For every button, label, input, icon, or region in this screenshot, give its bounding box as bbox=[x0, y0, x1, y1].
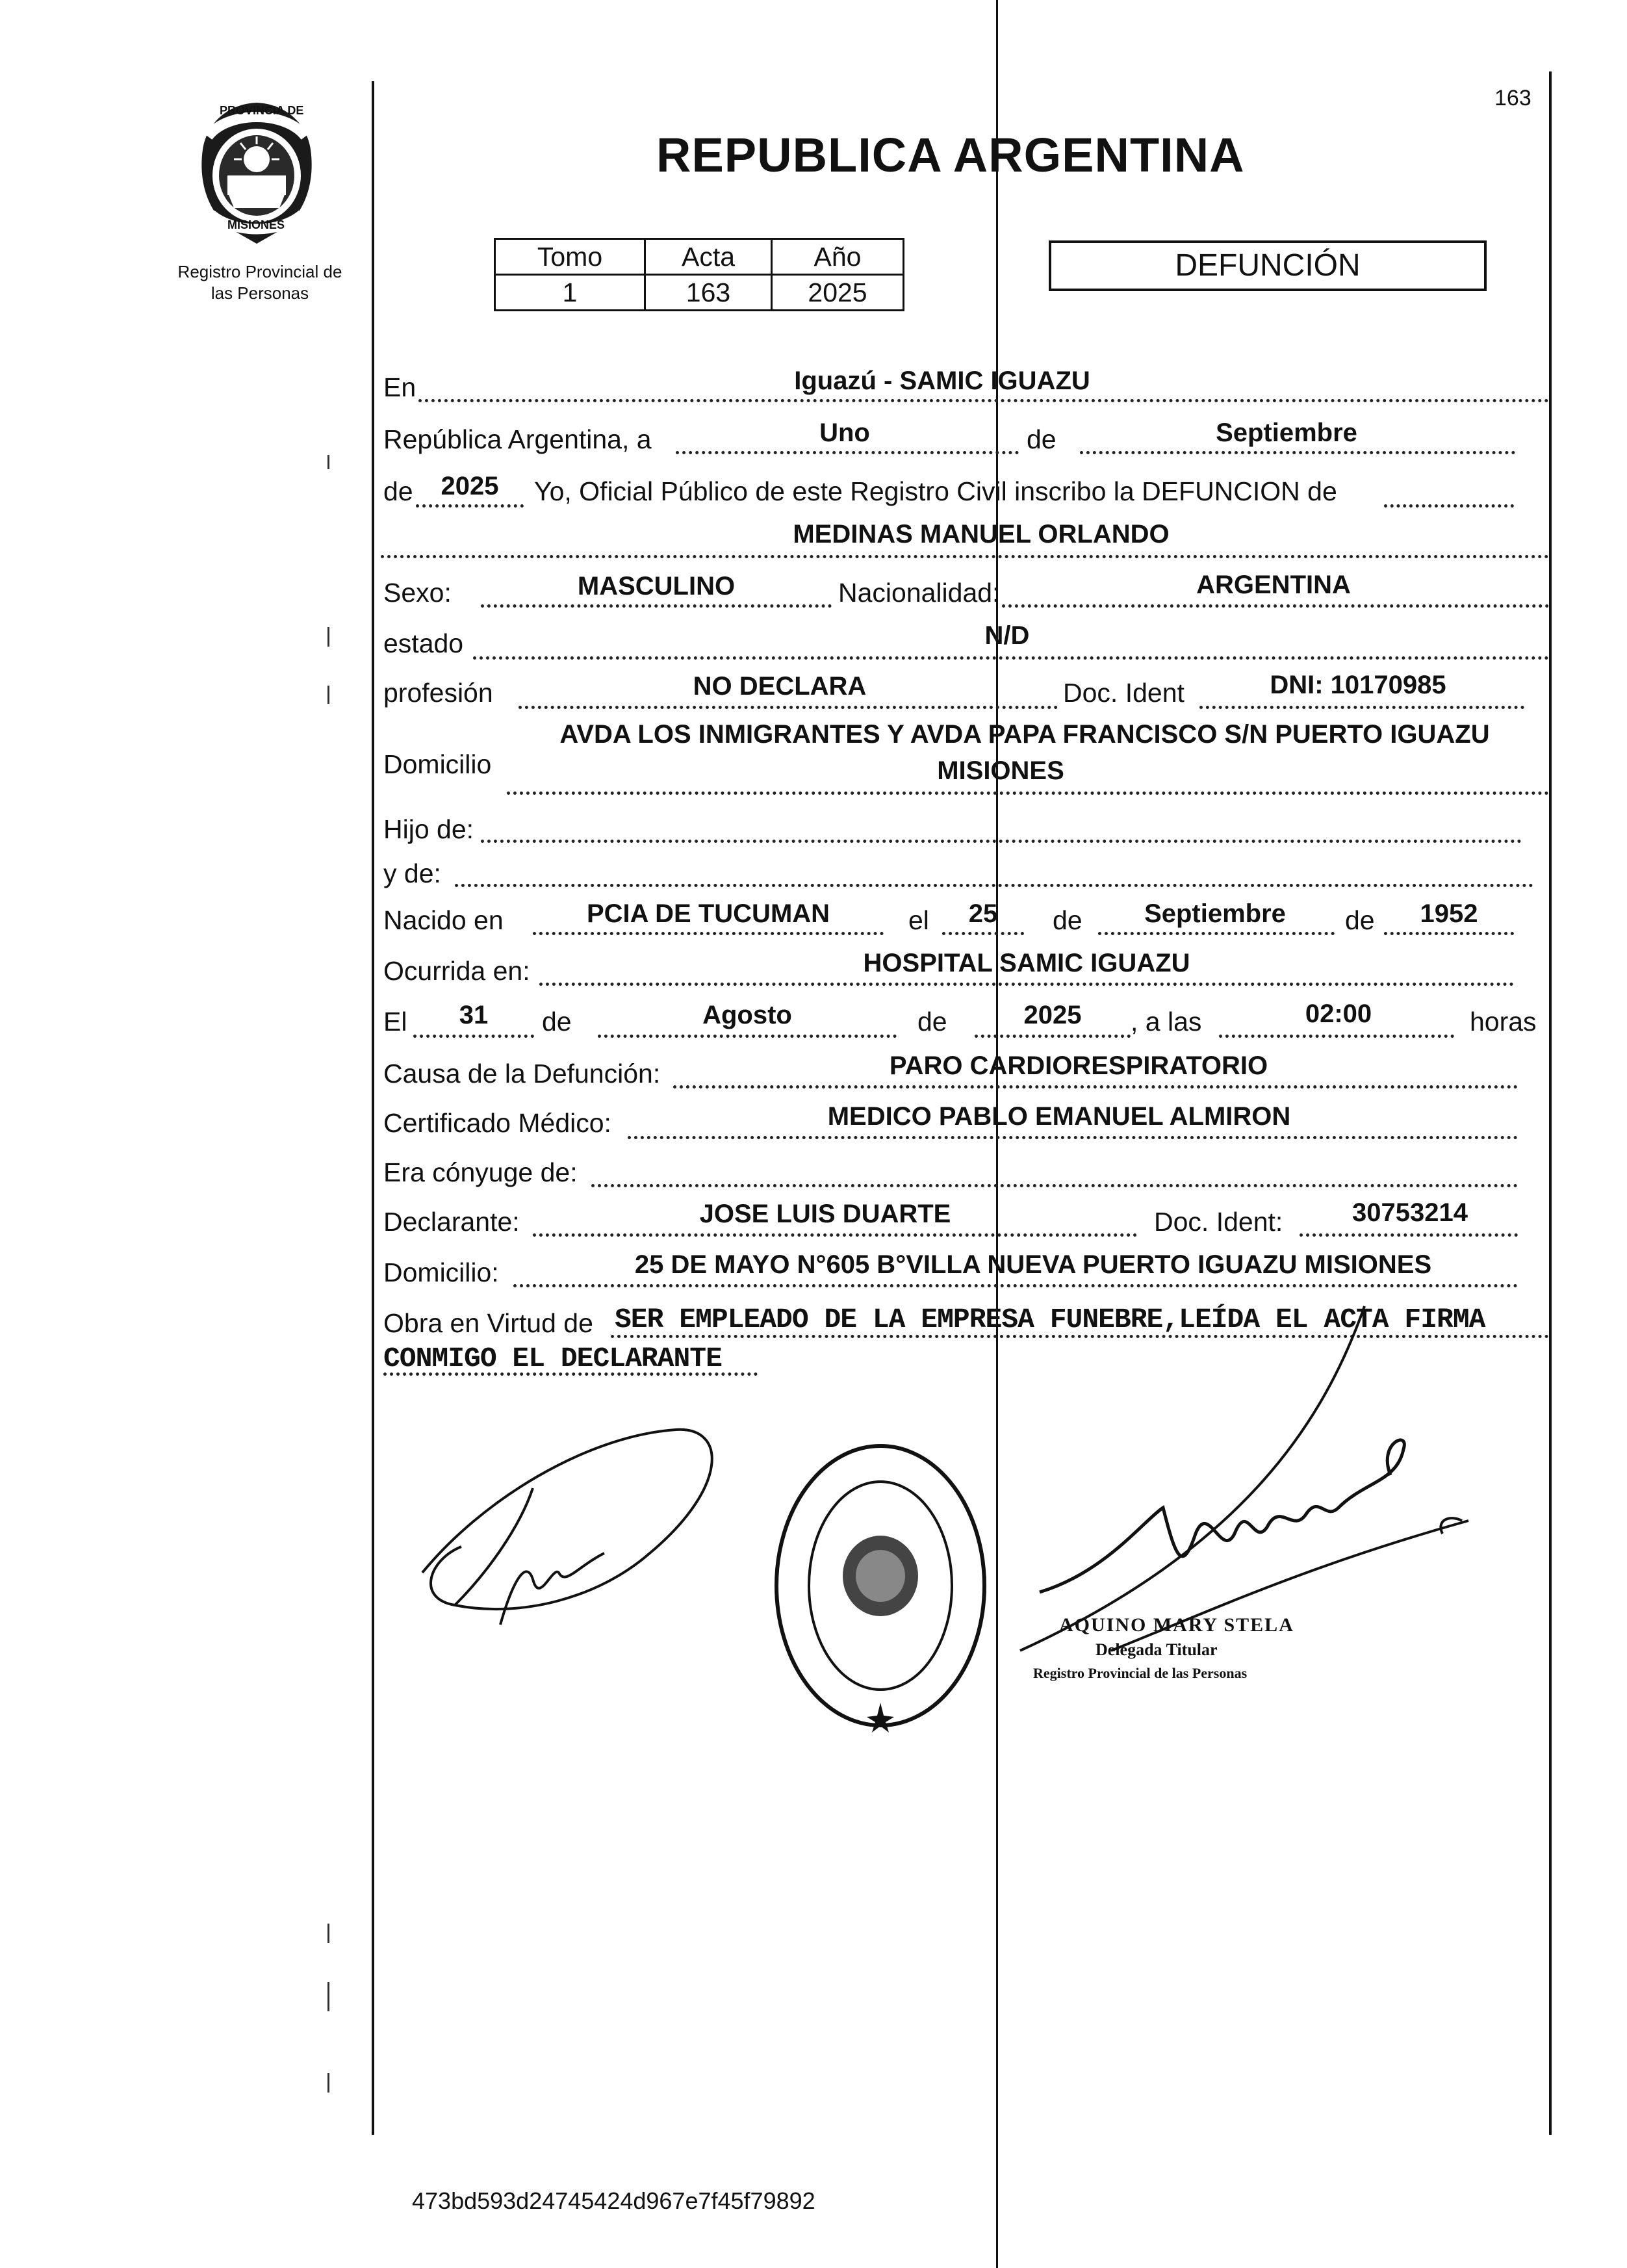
dotted-line bbox=[673, 1085, 1518, 1089]
value-doc: DNI: 10170985 bbox=[1270, 671, 1446, 699]
label-domicilio: Domicilio bbox=[383, 749, 492, 779]
value-anio: 2025 bbox=[441, 472, 499, 500]
label-de-mes: de bbox=[1027, 424, 1057, 454]
label-a-las: , a las bbox=[1131, 1007, 1202, 1037]
emblem-text-top: PROVINCIA DE bbox=[220, 104, 304, 117]
value-def-hora: 02:00 bbox=[1305, 999, 1372, 1028]
dotted-line bbox=[628, 1136, 1518, 1139]
dotted-line bbox=[1098, 932, 1335, 935]
dotted-line bbox=[413, 1035, 534, 1038]
register-tomo: 1 bbox=[495, 275, 645, 311]
label-causa: Causa de la Defunción: bbox=[383, 1059, 661, 1089]
register-table bbox=[494, 238, 904, 311]
value-obra-line1: SER EMPLEADO DE LA EMPRESA FUNEBRE,LEÍDA EL ACTA FIRMA bbox=[615, 1304, 1485, 1335]
value-declarante-dom: 25 DE MAYO N°605 B°VILLA NUEVA PUERTO IGUAZU MISIONES bbox=[634, 1250, 1432, 1279]
label-el: el bbox=[908, 905, 929, 935]
register-header-acta: Acta bbox=[645, 239, 772, 275]
label-obra: Obra en Virtud de bbox=[383, 1308, 593, 1338]
registry-name-line2: las Personas bbox=[211, 283, 309, 303]
value-nacido-dia: 25 bbox=[968, 899, 998, 928]
label-conyuge: Era cónyuge de: bbox=[383, 1157, 578, 1187]
label-el-fecha: El bbox=[383, 1007, 407, 1037]
dotted-line bbox=[416, 504, 524, 508]
dotted-line bbox=[418, 399, 1549, 402]
value-nacido-lugar: PCIA DE TUCUMAN bbox=[586, 899, 830, 928]
label-doc-ident-declarante: Doc. Ident: bbox=[1154, 1207, 1283, 1237]
label-y-de: y de: bbox=[383, 858, 441, 888]
label-estado: estado bbox=[383, 628, 464, 658]
dotted-line bbox=[598, 1035, 897, 1038]
label-de-nacido-mes: de bbox=[1053, 905, 1083, 935]
dotted-line bbox=[381, 555, 1549, 558]
label-horas: horas bbox=[1470, 1007, 1537, 1037]
value-def-mes: Agosto bbox=[702, 1001, 792, 1029]
dotted-line bbox=[519, 706, 1058, 709]
value-declarante: JOSE LUIS DUARTE bbox=[699, 1200, 951, 1228]
value-obra-line2: CONMIGO EL DECLARANTE bbox=[383, 1343, 722, 1374]
register-header-anio: Año bbox=[772, 239, 904, 275]
margin-tick bbox=[327, 1982, 329, 2011]
label-certificado: Certificado Médico: bbox=[383, 1108, 611, 1138]
value-causa: PARO CARDIORESPIRATORIO bbox=[889, 1051, 1268, 1080]
page-number: 163 bbox=[1494, 86, 1531, 110]
value-profesion: NO DECLARA bbox=[693, 672, 867, 701]
value-nacido-anio: 1952 bbox=[1420, 899, 1478, 928]
value-lugar: Iguazú - SAMIC IGUAZU bbox=[794, 367, 1090, 395]
dotted-line bbox=[383, 1372, 758, 1376]
dotted-line bbox=[533, 1233, 1137, 1237]
dotted-line bbox=[481, 604, 832, 608]
label-declarante: Declarante: bbox=[383, 1207, 520, 1237]
margin-tick bbox=[327, 1924, 329, 1943]
label-hijo-de: Hijo de: bbox=[383, 814, 474, 844]
dotted-line bbox=[533, 932, 884, 935]
label-yo: Yo, Oficial Público de este Registro Civil inscribo la DEFUNCION de bbox=[534, 476, 1337, 506]
register-header-tomo: Tomo bbox=[495, 239, 645, 275]
dotted-line bbox=[473, 656, 1549, 660]
label-de-def-mes: de bbox=[542, 1007, 572, 1037]
dotted-line bbox=[591, 1184, 1518, 1187]
register-acta: 163 bbox=[645, 275, 772, 311]
margin-tick bbox=[327, 455, 329, 469]
register-anio: 2025 bbox=[772, 275, 904, 311]
official-seal bbox=[767, 1436, 994, 1735]
label-domicilio-declarante: Domicilio: bbox=[383, 1257, 499, 1287]
value-declarante-doc: 30753214 bbox=[1352, 1198, 1468, 1227]
label-en: En bbox=[383, 372, 416, 402]
dotted-line bbox=[507, 792, 1549, 795]
officer-title: Delegada Titular bbox=[1095, 1640, 1218, 1659]
register-value-row bbox=[495, 275, 904, 311]
value-nacionalidad: ARGENTINA bbox=[1196, 571, 1351, 599]
margin-tick bbox=[327, 627, 329, 647]
officer-stamp bbox=[1033, 1614, 1294, 1682]
dotted-line bbox=[1219, 1035, 1454, 1038]
registry-name bbox=[162, 261, 357, 304]
dotted-line bbox=[975, 1035, 1131, 1038]
label-republica: República Argentina, a bbox=[383, 424, 652, 454]
value-certificado: MEDICO PABLO EMANUEL ALMIRON bbox=[827, 1102, 1291, 1131]
emblem-text-bottom: MISIONES bbox=[227, 218, 285, 231]
officer-name: AQUINO MARY STELA bbox=[1059, 1614, 1294, 1636]
document-hash: 473bd593d24745424d967e7f45f79892 bbox=[412, 2187, 815, 2214]
label-sexo: Sexo: bbox=[383, 578, 452, 608]
value-def-anio: 2025 bbox=[1023, 1001, 1082, 1029]
value-domicilio-line2: MISIONES bbox=[937, 756, 1064, 785]
label-nacido-en: Nacido en bbox=[383, 905, 504, 935]
dotted-line bbox=[539, 983, 1514, 986]
value-sexo: MASCULINO bbox=[577, 572, 736, 600]
doc-type: DEFUNCIÓN bbox=[1175, 248, 1361, 283]
value-def-dia: 31 bbox=[459, 1001, 489, 1029]
margin-tick bbox=[327, 686, 329, 704]
left-margin-rule bbox=[372, 81, 374, 2135]
value-ocurrida: HOSPITAL SAMIC IGUAZU bbox=[863, 949, 1190, 977]
right-margin-rule bbox=[1549, 71, 1552, 2135]
label-de-anio: de bbox=[383, 476, 413, 506]
margin-tick bbox=[327, 2073, 329, 2093]
label-profesion: profesión bbox=[383, 678, 493, 708]
scan-fold-line bbox=[996, 0, 998, 2268]
value-dia: Uno bbox=[819, 419, 870, 447]
label-de-def-anio: de bbox=[917, 1007, 947, 1037]
label-nacionalidad: Nacionalidad: bbox=[838, 578, 1000, 608]
dotted-line bbox=[1384, 932, 1514, 935]
officer-signature bbox=[1014, 1287, 1546, 1664]
dotted-line bbox=[676, 451, 1019, 454]
dotted-line bbox=[455, 884, 1533, 887]
doc-type-box bbox=[1049, 240, 1487, 291]
declarant-signature bbox=[403, 1410, 741, 1644]
dotted-line bbox=[1384, 504, 1514, 508]
dotted-line bbox=[1002, 604, 1549, 608]
dotted-line bbox=[1300, 1233, 1518, 1237]
dotted-line bbox=[1199, 706, 1524, 709]
value-nacido-mes: Septiembre bbox=[1144, 899, 1286, 928]
register-header-row bbox=[495, 239, 904, 275]
dotted-line bbox=[1080, 451, 1515, 454]
dotted-line bbox=[942, 932, 1024, 935]
label-ocurrida-en: Ocurrida en: bbox=[383, 956, 530, 986]
label-doc-ident: Doc. Ident bbox=[1063, 678, 1185, 708]
value-estado: N/D bbox=[984, 621, 1030, 650]
label-de-nacido-anio: de bbox=[1345, 905, 1375, 935]
officer-office: Registro Provincial de las Personas bbox=[1033, 1665, 1248, 1681]
dotted-line bbox=[481, 840, 1522, 843]
value-domicilio-line1: AVDA LOS INMIGRANTES Y AVDA PAPA FRANCISCO S/N PUERTO IGUAZU bbox=[559, 720, 1490, 749]
value-nombre: MEDINAS MANUEL ORLANDO bbox=[793, 520, 1170, 548]
value-mes: Septiembre bbox=[1216, 419, 1357, 447]
registry-name-line1: Registro Provincial de bbox=[177, 262, 342, 281]
page-title: REPUBLICA ARGENTINA bbox=[656, 128, 1245, 182]
